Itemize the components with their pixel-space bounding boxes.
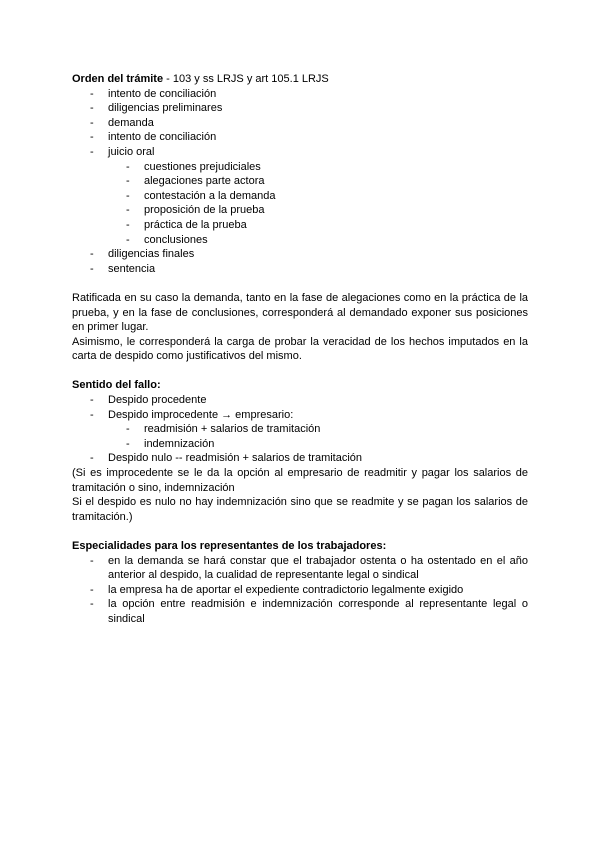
orden-ref: - 103 y ss LRJS y art 105.1 LRJS [163, 73, 329, 85]
fallo-note-2: Si el despido es nulo no hay indemnización sino que se readmite y se pagan los salarios de tramitación.) [72, 496, 528, 523]
list-item: - Despido nulo -- readmisión + salarios de tramitación [72, 451, 528, 466]
list-item: - en la demanda se hará constar que el trabajador ostenta o ha ostentado en el año anterior al despido, la cualidad de representante legal o sindical [72, 554, 528, 583]
list-item: - conclusiones [72, 233, 528, 248]
fallo-list-nulo [72, 451, 528, 466]
list-item: - Despido procedente [72, 393, 528, 408]
list-item: - sentencia [72, 262, 528, 277]
list-item: - readmisión + salarios de tramitación [72, 422, 528, 437]
especialidades-title: Especialidades para los representantes de los trabajadores: [72, 540, 387, 552]
especialidades-list [72, 554, 528, 627]
list-item: - demanda [72, 116, 528, 131]
list-item: - la opción entre readmisión e indemnización corresponde al representante legal o sindical [72, 597, 528, 626]
orden-list [72, 87, 528, 160]
list-item: - Despido improcedente → empresario: [72, 408, 528, 423]
list-item: - alegaciones parte actora [72, 174, 528, 189]
document-page [72, 72, 528, 627]
list-item: - diligencias finales [72, 247, 528, 262]
list-item: - intento de conciliación [72, 130, 528, 145]
asimismo-paragraph: Asimismo, le corresponderá la carga de probar la veracidad de los hechos imputados en la carta de despido como justificativos del mismo. [72, 335, 528, 363]
list-item: - indemnización [72, 437, 528, 452]
list-item: - juicio oral [72, 145, 528, 160]
orden-final-list [72, 247, 528, 276]
list-item: - diligencias preliminares [72, 101, 528, 116]
list-item: - cuestiones prejudiciales [72, 160, 528, 175]
list-item: - intento de conciliación [72, 87, 528, 102]
orden-heading-line [72, 72, 528, 87]
improcedente-sublist [72, 422, 528, 451]
fallo-list [72, 393, 528, 422]
juicio-oral-sublist [72, 160, 528, 248]
ratificada-paragraph: Ratificada en su caso la demanda, tanto en la fase de alegaciones como en la práctica de la prueba, y en la fase de conclusiones, corresponderá al demandado exponer sus posiciones en primer lugar. [72, 291, 528, 334]
orden-title: Orden del trámite [72, 73, 164, 85]
list-item: - proposición de la prueba [72, 203, 528, 218]
fallo-title: Sentido del fallo: [72, 379, 161, 392]
fallo-note-1: (Si es improcedente se le da la opción al empresario de readmitir y pagar los salarios de tramitación o sino, indemnización [72, 467, 528, 494]
list-item: - contestación a la demanda [72, 189, 528, 204]
list-item: - práctica de la prueba [72, 218, 528, 233]
list-item: - la empresa ha de aportar el expediente contradictorio legalmente exigido [72, 583, 528, 598]
